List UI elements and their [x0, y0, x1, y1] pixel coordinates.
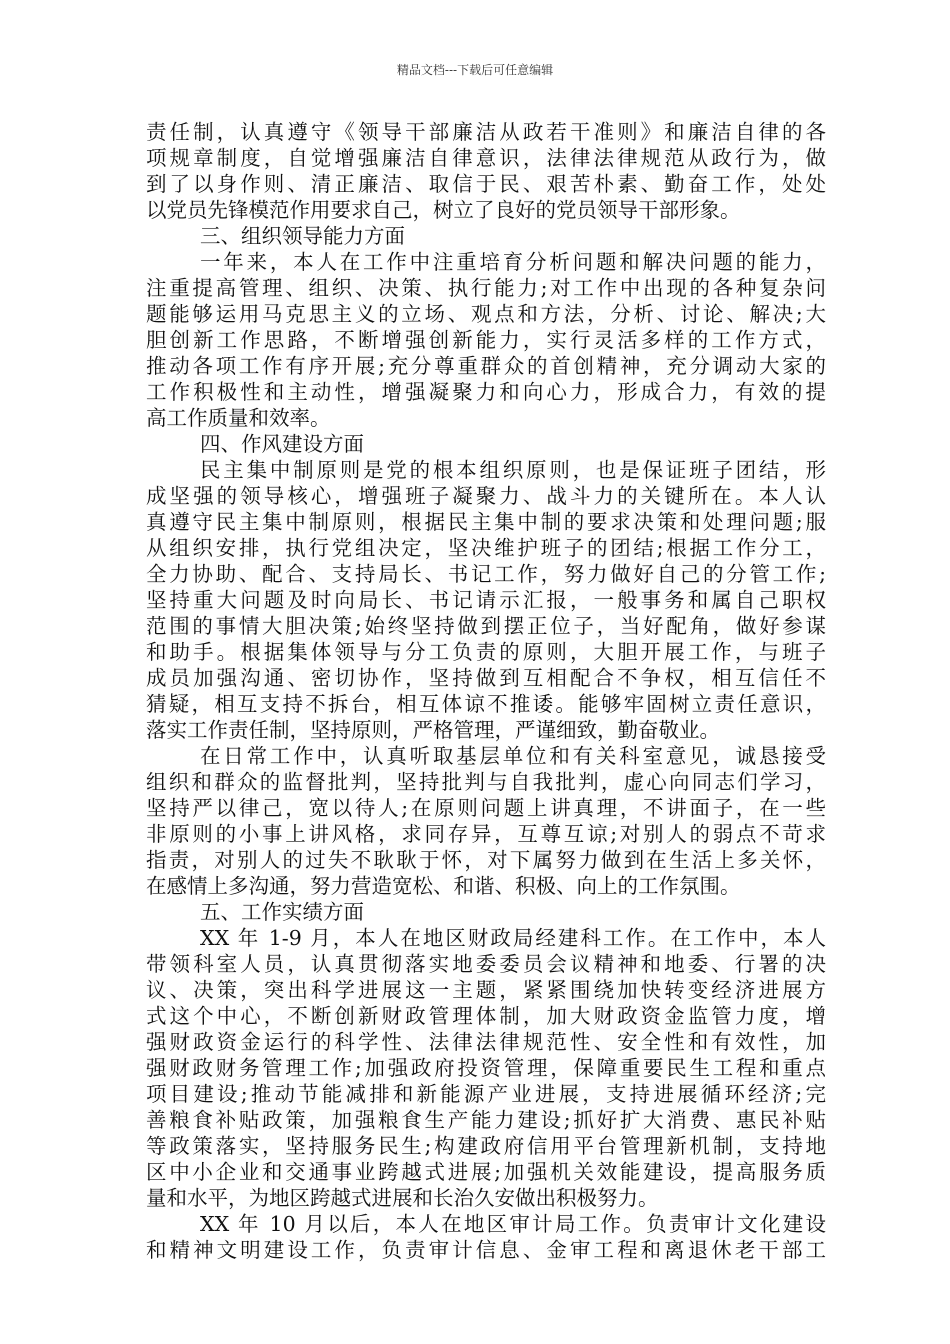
text-line: XX 年 1-9 月，本人在地区财政局经建科工作。在工作中，本人 — [200, 926, 826, 950]
text-line: 带领科室人员，认真贯彻落实地委委员会议精神和地委、行署的决 — [146, 952, 826, 976]
text-line: 工作积极性和主动性，增强凝聚力和向心力，形成合力，有效的提 — [146, 380, 826, 404]
text-line: 量和水平，为地区跨越式进展和长治久安做出积极努力。 — [146, 1186, 659, 1210]
text-line: 在日常工作中，认真听取基层单位和有关科室意见，诚恳接受 — [200, 744, 826, 768]
text-line: 组织和群众的监督批判，坚持批判与自我批判，虚心向同志们学习， — [146, 770, 826, 794]
text-line: 范围的事情大胆决策;始终坚持做到摆正位子，当好配角，做好参谋 — [146, 614, 826, 638]
text-line: 等政策落实，坚持服务民生;构建政府信用平台管理新机制，支持地 — [146, 1134, 826, 1158]
text-line: 项规章制度，自觉增强廉洁自律意识，法律法律规范从政行为，做 — [146, 146, 826, 170]
text-line: 坚持重大问题及时向局长、书记请示汇报，一般事务和属自己职权 — [146, 588, 826, 612]
text-line: 落实工作责任制，坚持原则，严格管理，严谨细致，勤奋敬业。 — [146, 718, 720, 742]
text-line: 在感情上多沟通，努力营造宽松、和谐、积极、向上的工作氛围。 — [146, 874, 741, 898]
text-line: 推动各项工作有序开展;充分尊重群众的首创精神，充分调动大家的 — [146, 354, 826, 378]
text-line: 强财政资金运行的科学性、法律法律规范性、安全性和有效性，加 — [146, 1030, 826, 1054]
text-line: 和助手。根据集体领导与分工负责的原则，大胆开展工作，与班子 — [146, 640, 826, 664]
text-line: 注重提高管理、组织、决策、执行能力;对工作中出现的各种复杂问 — [146, 276, 826, 300]
text-line: 善粮食补贴政策，加强粮食生产能力建设;抓好扩大消费、惠民补贴 — [146, 1108, 826, 1132]
text-line: 从组织安排，执行党组决定，坚决维护班子的团结;根据工作分工， — [146, 536, 826, 560]
text-line: 题能够运用马克思主义的立场、观点和方法，分析、讨论、解决;大 — [146, 302, 826, 326]
text-line: 高工作质量和效率。 — [146, 406, 331, 430]
page-header: 精品文档---下载后可任意编辑 — [396, 63, 554, 77]
text-line: 和精神文明建设工作，负责审计信息、金审工程和离退休老干部工 — [146, 1238, 826, 1262]
text-line: 三、组织领导能力方面 — [200, 224, 405, 248]
text-line: 式这个中心，不断创新财政管理体制，加大财政资金监管力度，增 — [146, 1004, 826, 1028]
text-line: 成坚强的领导核心，增强班子凝聚力、战斗力的关键所在。本人认 — [146, 484, 826, 508]
text-line: 成员加强沟通、密切协作，坚持做到互相配合不争权，相互信任不 — [146, 666, 826, 690]
text-line: 一年来，本人在工作中注重培育分析问题和解决问题的能力， — [200, 250, 826, 274]
text-line: 五、工作实绩方面 — [200, 900, 364, 924]
text-line: 项目建设;推动节能减排和新能源产业进展，支持进展循环经济;完 — [146, 1082, 826, 1106]
text-line: 非原则的小事上讲风格，求同存异，互尊互谅;对别人的弱点不苛求 — [146, 822, 826, 846]
text-line: 责任制，认真遵守《领导干部廉洁从政若干准则》和廉洁自律的各 — [146, 120, 826, 144]
text-line: 强财政财务管理工作;加强政府投资管理，保障重要民生工程和重点 — [146, 1056, 826, 1080]
text-line: XX 年 10 月以后，本人在地区审计局工作。负责审计文化建设 — [200, 1212, 826, 1236]
text-line: 议、决策，突出科学进展这一主题，紧紧围绕加快转变经济进展方 — [146, 978, 826, 1002]
text-line: 坚持严以律己，宽以待人;在原则问题上讲真理，不讲面子，在一些 — [146, 796, 826, 820]
text-line: 胆创新工作思路，不断增强创新能力，实行灵活多样的工作方式， — [146, 328, 826, 352]
text-line: 区中小企业和交通事业跨越式进展;加强机关效能建设，提高服务质 — [146, 1160, 826, 1184]
text-line: 猜疑，相互支持不拆台，相互体谅不推诿。能够牢固树立责任意识， — [146, 692, 826, 716]
text-line: 以党员先锋模范作用要求自己，树立了良好的党员领导干部形象。 — [146, 198, 741, 222]
text-line: 民主集中制原则是党的根本组织原则，也是保证班子团结，形 — [200, 458, 826, 482]
text-line: 到了以身作则、清正廉洁、取信于民、艰苦朴素、勤奋工作，处处 — [146, 172, 826, 196]
text-line: 四、作风建设方面 — [200, 432, 364, 456]
text-line: 指责，对别人的过失不耿耿于怀，对下属努力做到在生活上多关怀， — [146, 848, 826, 872]
text-line: 全力协助、配合、支持局长、书记工作，努力做好自己的分管工作; — [146, 562, 826, 586]
text-line: 真遵守民主集中制原则，根据民主集中制的要求决策和处理问题;服 — [146, 510, 826, 534]
document-body — [146, 119, 826, 1263]
